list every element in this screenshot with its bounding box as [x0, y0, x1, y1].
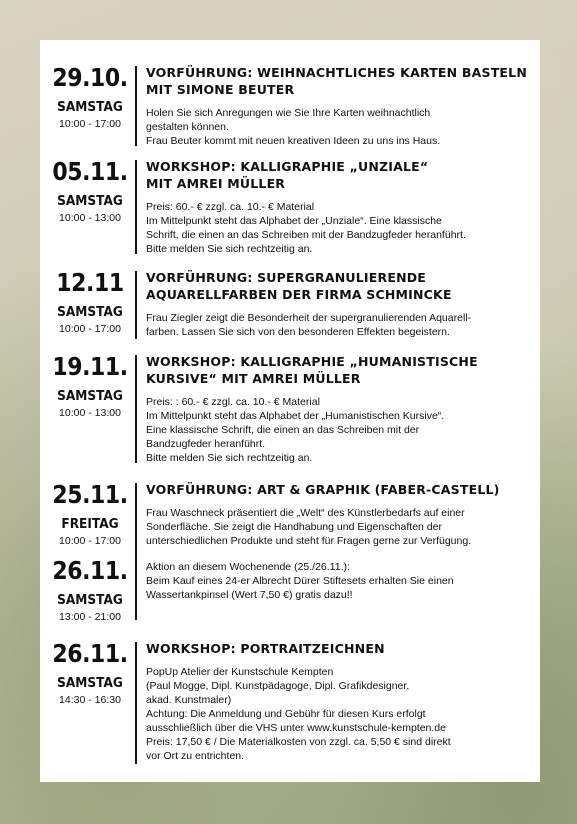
event-title-line: MIT AMREI MÜLLER	[146, 176, 286, 191]
event-date: 26.11.	[52, 639, 128, 668]
event-day: SAMSTAG	[57, 675, 123, 691]
event-title	[146, 353, 536, 387]
divider-bar	[135, 66, 137, 146]
description-line: akad. Kunstmaler)	[146, 694, 232, 706]
event-date-block	[40, 158, 140, 226]
description-line: Preis: 17,50 € / Die Materialkosten von zzgl. ca. 5,50 € sind direkt	[146, 736, 451, 748]
description-line: Frau Beuter kommt mit neuen kreativen Ideen zu uns ins Haus.	[146, 135, 441, 147]
event-date-block	[40, 269, 140, 337]
event-date-block	[40, 64, 140, 132]
event-time: 10:00 - 17:00	[59, 323, 121, 335]
event-details	[146, 158, 536, 256]
event-title	[146, 64, 536, 98]
event-date-block	[40, 353, 140, 421]
event-date: 05.11.	[52, 157, 128, 186]
event-date: 26.11.	[52, 556, 128, 585]
event-day: FREITAG	[61, 516, 119, 532]
event-date: 25.11.	[52, 480, 128, 509]
divider-bar	[135, 160, 137, 254]
event-details	[146, 269, 536, 339]
event-day: SAMSTAG	[57, 193, 123, 209]
event-title-line: VORFÜHRUNG: ART & GRAPHIK (FABER-CASTELL)	[146, 482, 500, 497]
event-details	[146, 353, 536, 465]
event-details	[146, 64, 536, 148]
event-title	[146, 481, 536, 498]
divider-bar	[135, 355, 137, 463]
event-date-block	[40, 557, 140, 625]
event-time: 10:00 - 13:00	[59, 212, 121, 224]
event-day: SAMSTAG	[57, 388, 123, 404]
event-time: 14:30 - 16:30	[59, 694, 121, 706]
description-line: Bitte melden Sie sich rechtzeitig an.	[146, 452, 313, 464]
event-title	[146, 640, 536, 657]
description-line: (Paul Mogge, Dipl. Kunstpädagoge, Dipl. Grafikdesigner,	[146, 680, 410, 692]
description-line: PopUp Atelier der Kunstschule Kempten	[146, 666, 334, 678]
event-description	[146, 106, 536, 148]
description-line: Bandzugfeder heranführt.	[146, 438, 266, 450]
event-date: 19.11.	[52, 352, 128, 381]
divider-bar	[135, 271, 137, 339]
description-line: Frau Ziegler zeigt die Besonderheit der supergranulierenden Aquarell-	[146, 312, 472, 324]
event-day: SAMSTAG	[57, 99, 123, 115]
event-time: 10:00 - 17:00	[59, 118, 121, 130]
description-line: ausschließlich über die VHS unter www.kunstschule-kempten.de	[146, 722, 446, 734]
event-day: SAMSTAG	[57, 304, 123, 320]
event-description	[146, 395, 536, 465]
event-description	[146, 665, 536, 763]
description-line: Aktion an diesem Wochenende (25./26.11.):	[146, 561, 350, 573]
event-title	[146, 158, 536, 192]
event-title-line: MIT SIMONE BEUTER	[146, 82, 295, 97]
event-details	[146, 560, 536, 602]
event-title-line: AQUARELLFARBEN DER FIRMA SCHMINCKE	[146, 287, 452, 302]
description-line: Frau Waschneck präsentiert die „Welt“ des Künstlerbedarfs auf einer	[146, 507, 465, 519]
description-line: Preis: : 60.- € zzgl. ca. 10.- € Material	[146, 396, 320, 408]
event-description	[146, 560, 536, 602]
description-line: Holen Sie sich Anregungen wie Sie Ihre Karten weihnachtlich	[146, 107, 431, 119]
description-line: Im Mittelpunkt steht das Alphabet der „Humanistischen Kursive“.	[146, 410, 445, 422]
event-title-line: WORKSHOP: KALLIGRAPHIE „HUMANISTISCHE	[146, 354, 478, 369]
description-line: Wassertankpinsel (Wert 7,50 €) gratis dazu!!	[146, 589, 353, 601]
description-line: Bitte melden Sie sich rechtzeitig an.	[146, 243, 313, 255]
event-title-line: WORKSHOP: KALLIGRAPHIE „UNZIALE“	[146, 159, 429, 174]
event-day: SAMSTAG	[57, 592, 123, 608]
event-title-line: VORFÜHRUNG: SUPERGRANULIERENDE	[146, 270, 427, 285]
event-details	[146, 481, 536, 548]
event-description	[146, 506, 536, 548]
divider-bar	[135, 642, 137, 764]
event-time: 13:00 - 21:00	[59, 611, 121, 623]
event-schedule-panel	[40, 40, 540, 782]
description-line: farben. Lassen Sie sich von den besonderen Effekten begeistern.	[146, 326, 450, 338]
event-description	[146, 311, 536, 339]
event-time: 10:00 - 13:00	[59, 407, 121, 419]
description-line: unterschiedlichen Produkte und steht für Fragen gerne zur Verfügung.	[146, 535, 472, 547]
description-line: Preis: 60.- € zzgl. ca. 10.- € Material	[146, 201, 315, 213]
description-line: Im Mittelpunkt steht das Alphabet der „Unziale“. Eine klassische	[146, 215, 442, 227]
description-line: vor Ort zu entrichten.	[146, 750, 245, 762]
event-title-line: VORFÜHRUNG: WEIHNACHTLICHES KARTEN BASTELN	[146, 65, 527, 80]
description-line: gestalten können.	[146, 121, 229, 133]
description-line: Achtung: Die Anmeldung und Gebühr für diesen Kurs erfolgt	[146, 708, 426, 720]
event-title	[146, 269, 536, 303]
description-line: Eine klassische Schrift, die einen an das Schreiben mit der	[146, 424, 420, 436]
event-date: 29.10.	[52, 63, 128, 92]
event-title-line: KURSIVE“ MIT AMREI MÜLLER	[146, 371, 361, 386]
event-date-block	[40, 481, 140, 549]
event-date-block	[40, 640, 140, 708]
event-time: 10:00 - 17:00	[59, 535, 121, 547]
event-details	[146, 640, 536, 763]
description-line: Sonderfläche. Sie zeigt die Handhabung und Eigenschaften der	[146, 521, 442, 533]
description-line: Beim Kauf eines 24-er Albrecht Dürer Stiftesets erhalten Sie einen	[146, 575, 454, 587]
event-date: 12.11	[56, 268, 124, 297]
event-description	[146, 200, 536, 256]
description-line: Schrift, die einen an das Schreiben mit der Bandzugfeder heranführt.	[146, 229, 466, 241]
event-title-line: WORKSHOP: PORTRAITZEICHNEN	[146, 641, 385, 656]
